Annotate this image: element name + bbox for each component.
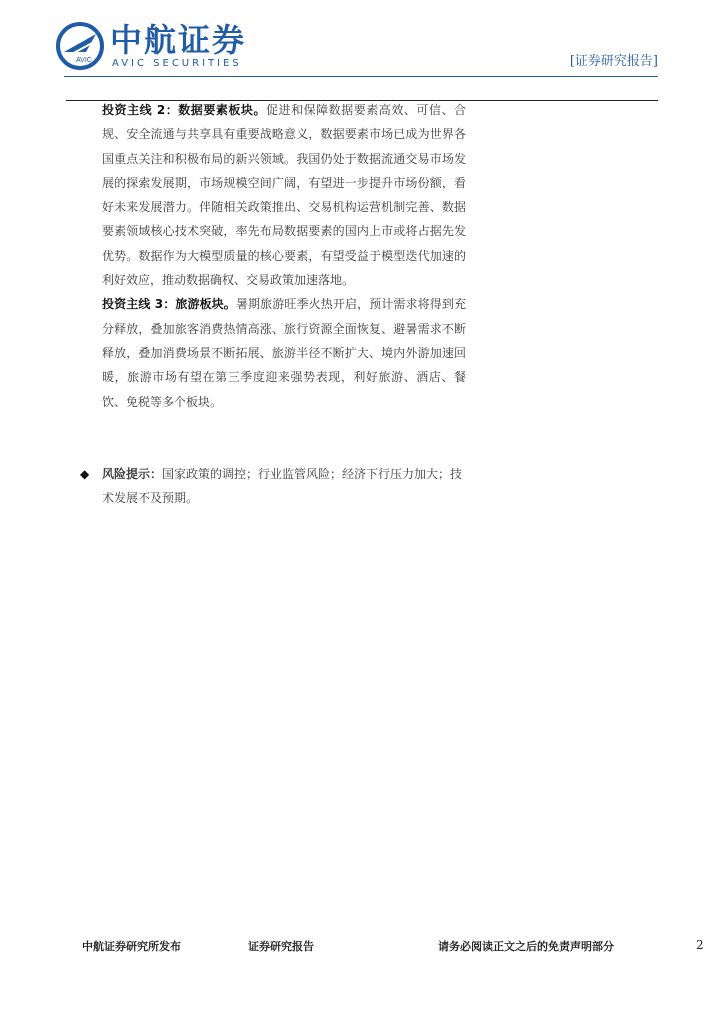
footer-disclaimer: 请务必阅读正文之后的免责声明部分 xyxy=(438,940,614,953)
main-content xyxy=(102,98,466,414)
logo-chinese-name: 中航证券 xyxy=(110,21,247,59)
risk-text-line2: 术发展不及预期。 xyxy=(102,491,199,505)
avic-logo-icon xyxy=(56,22,104,70)
footer-publisher: 中航证券研究所发布 xyxy=(82,940,181,953)
footer-report-type: 证券研究报告 xyxy=(248,940,314,953)
paragraph-tourism xyxy=(102,292,466,413)
risk-text-line1: 国家政策的调控；行业监管风险；经济下行压力加大；技 xyxy=(162,467,463,481)
report-type-tag: [证券研究报告] xyxy=(569,54,658,69)
paragraph-lead: 投资主线 3：旅游板块。 xyxy=(102,297,236,312)
paragraph-data-elements xyxy=(102,98,466,292)
company-logo xyxy=(56,20,256,72)
header-divider xyxy=(64,76,658,77)
risk-warning xyxy=(80,462,470,510)
paragraph-text: 促进和保障数据要素高效、可信、合规、安全流通与共享具有重要战略意义，数据要素市场已成为世界各国重点关注和积极布局的新兴领域。我国仍处于数据流通交易市场发展的探索发展期，市场规模空间广阔，有望进一步提升市场份额，看好未来发展潜力。伴随相关政策推出、交易机构运营机制完善、数据要素领域核心技术突破，率先布局数据要素的国内上市或将占据先发优势。数据作为大模型质量的核心要素，有望受益于模型迭代加速的利好效应，推动数据确权、交易政策加速落地。 xyxy=(102,103,466,288)
page-footer xyxy=(0,938,724,958)
logo-english-name: AVIC SECURITIES xyxy=(112,58,242,69)
paragraph-lead: 投资主线 2：数据要素板块。 xyxy=(102,103,266,117)
logo-mark-text: AVIC xyxy=(76,57,92,64)
page-number: 2 xyxy=(696,938,704,952)
paragraph-text: 暑期旅游旺季火热开启，预计需求将得到充分释放，叠加旅客消费热情高涨、旅行资源全面恢复、避暑需求不断释放，叠加消费场景不断拓展、旅游半径不断扩大、境内外游加速回暖，旅游市场有望在第三季度迎来强势表现，利好旅游、酒店、餐饮、免税等多个板块。 xyxy=(102,297,466,409)
risk-label: 风险提示： xyxy=(102,467,163,481)
diamond-bullet-icon: ◆ xyxy=(80,467,90,481)
